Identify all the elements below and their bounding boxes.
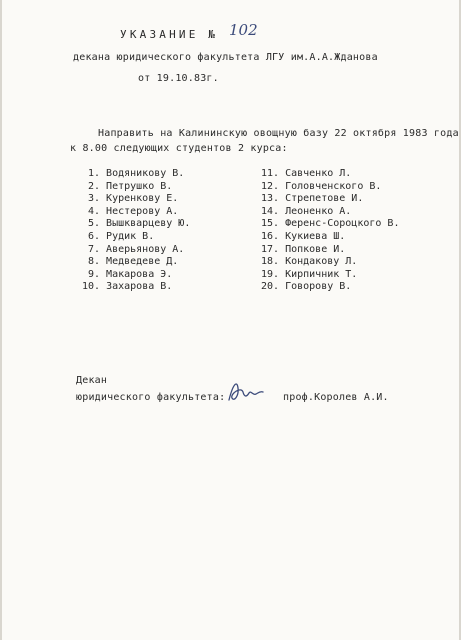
document-title: УКАЗАНИЕ № [120, 28, 219, 41]
student-list-left [82, 168, 191, 294]
student-list-right [261, 168, 399, 294]
list-item: 4. Нестерову А. [88, 205, 179, 217]
list-item: 8. Медведеве Д. [88, 256, 179, 268]
handwritten-signature [223, 378, 265, 406]
body-line-1: Направить на Калининскую овощную базу 22 октября 1983 года [98, 128, 459, 139]
list-item: 17. Попкове И. [261, 243, 346, 255]
list-item: 7. Аверьянову А. [88, 243, 185, 255]
list-item: 15. Ференс-Сороцкого В. [261, 218, 400, 230]
body-line-2: к 8.00 следующих студентов 2 курса: [70, 143, 288, 154]
list-item: 20. Говорову В. [261, 281, 352, 293]
list-item: 5. Вышкварцеву Ю. [88, 218, 191, 230]
list-item: 12. Головченского В. [261, 180, 382, 192]
list-item: 13. Стрепетове И. [261, 193, 364, 205]
signature-title: Декан [76, 375, 108, 386]
signature-faculty: юридического факультета: [76, 392, 226, 403]
list-item: 18. Кондакову Л. [261, 256, 358, 268]
list-item: 11. Савченко Л. [261, 168, 352, 179]
scan-edge-left [0, 0, 2, 640]
list-item: 16. Кукиева Ш. [261, 230, 346, 242]
list-item: 6. Рудик В. [88, 230, 155, 242]
list-item: 2. Петрушко В. [88, 180, 173, 192]
list-item: 9. Макарова Э. [88, 268, 173, 280]
handwritten-number: 102 [229, 21, 258, 39]
issuer-line: декана юридического факультета ЛГУ им.А.А.Жданова [73, 52, 378, 63]
document-date: от 19.10.83г. [138, 73, 219, 84]
list-item: 1. Водяникову В. [88, 168, 185, 179]
list-item: 10. Захарова В. [82, 281, 173, 293]
list-item: 19. Кирпичник Т. [261, 268, 358, 280]
list-item: 14. Леоненко А. [261, 205, 352, 217]
signatory-name: проф.Королев А.И. [283, 392, 389, 403]
list-item: 3. Куренкову Е. [88, 193, 179, 205]
